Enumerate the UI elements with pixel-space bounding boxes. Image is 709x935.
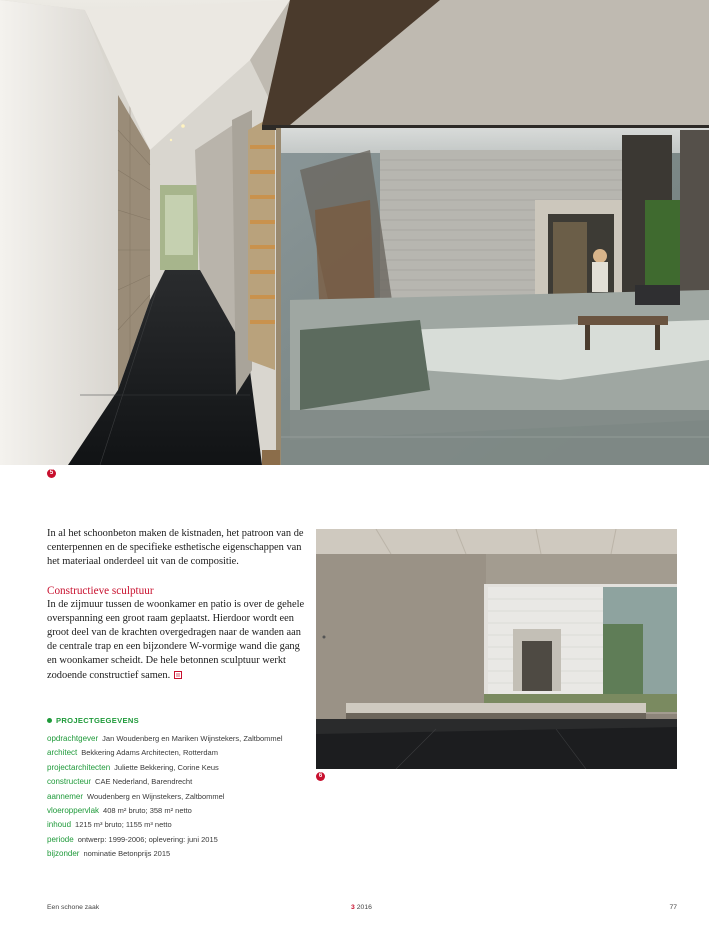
row-label: periode xyxy=(47,834,74,844)
project-details xyxy=(47,716,317,862)
main-photo xyxy=(0,0,709,465)
project-row-opdrachtgever xyxy=(47,732,317,746)
subheading-constructieve-sculptuur: Constructieve sculptuur xyxy=(47,584,154,597)
project-row-architect xyxy=(47,746,317,760)
row-label: inhoud xyxy=(47,820,72,830)
project-row-inhoud xyxy=(47,818,317,832)
footer-article-title: Een schone zaak xyxy=(47,904,100,911)
footer-issue-year: 2016 xyxy=(356,904,372,911)
project-row-constructeur xyxy=(47,775,317,789)
figure-marker-6: 6 xyxy=(316,772,325,781)
project-row-projectarchitecten xyxy=(47,761,317,775)
row-label: aannemer xyxy=(47,791,84,801)
project-row-aannemer xyxy=(47,790,317,804)
row-value: Jan Woudenberg en Mariken Wijnstekers, Zaltbommel xyxy=(102,734,283,743)
row-label: projectarchitecten xyxy=(47,762,111,772)
row-value: Juliette Bekkering, Corine Keus xyxy=(114,762,219,772)
row-value: nominatie Betonprijs 2015 xyxy=(83,849,171,859)
figure-marker-5: 5 xyxy=(47,469,56,478)
paragraph-sculptuur-text: In de zijmuur tussen de woonkamer en patio is over de gehele overspanning een groot raam geplaatst. Hierdoor wordt een groot deel van de krachten overgedragen naar de wanden aan de centrale trap en een bijzondere W-vormige wand die gang en woonkamer scheidt. De hele betonnen sculptuur werkt zodoende constructief samen. xyxy=(47,598,305,681)
row-label: vloeroppervlak xyxy=(47,805,100,815)
row-label: architect xyxy=(47,748,78,758)
footer-issue-number: 3 xyxy=(351,904,355,911)
row-value: Woudenberg en Wijnstekers, Zaltbommel xyxy=(87,791,225,801)
row-value: ontwerp: 1999-2006; oplevering: juni 2015 xyxy=(77,834,218,844)
article-body xyxy=(47,527,309,683)
end-of-article-icon xyxy=(174,671,182,679)
project-row-periode xyxy=(47,833,317,847)
row-value: Bekkering Adams Architecten, Rotterdam xyxy=(81,748,218,758)
paragraph-sculptuur xyxy=(47,598,309,683)
row-value: 1215 m³ bruto; 1155 m³ netto xyxy=(75,820,172,830)
project-details-heading xyxy=(47,716,317,725)
secondary-photo xyxy=(316,529,677,769)
project-details-title: PROJECTGEGEVENS xyxy=(56,716,139,725)
paragraph-intro: In al het schoonbeton maken de kistnaden, het patroon van de centerpennen en de specifieke esthetische eigenschappen van het materiaal onderdeel uit van de compositie. xyxy=(47,528,304,568)
row-label: constructeur xyxy=(47,777,92,787)
footer-issue xyxy=(351,904,372,911)
row-label: opdrachtgever xyxy=(47,734,99,743)
footer-page-number: 77 xyxy=(669,904,677,911)
row-value: CAE Nederland, Barendrecht xyxy=(95,777,193,787)
project-row-bijzonder xyxy=(47,847,317,861)
project-row-vloeroppervlak xyxy=(47,804,317,818)
bullet-dot-icon xyxy=(47,718,52,723)
row-value: 408 m² bruto; 358 m² netto xyxy=(103,805,192,815)
row-label: bijzonder xyxy=(47,849,80,859)
